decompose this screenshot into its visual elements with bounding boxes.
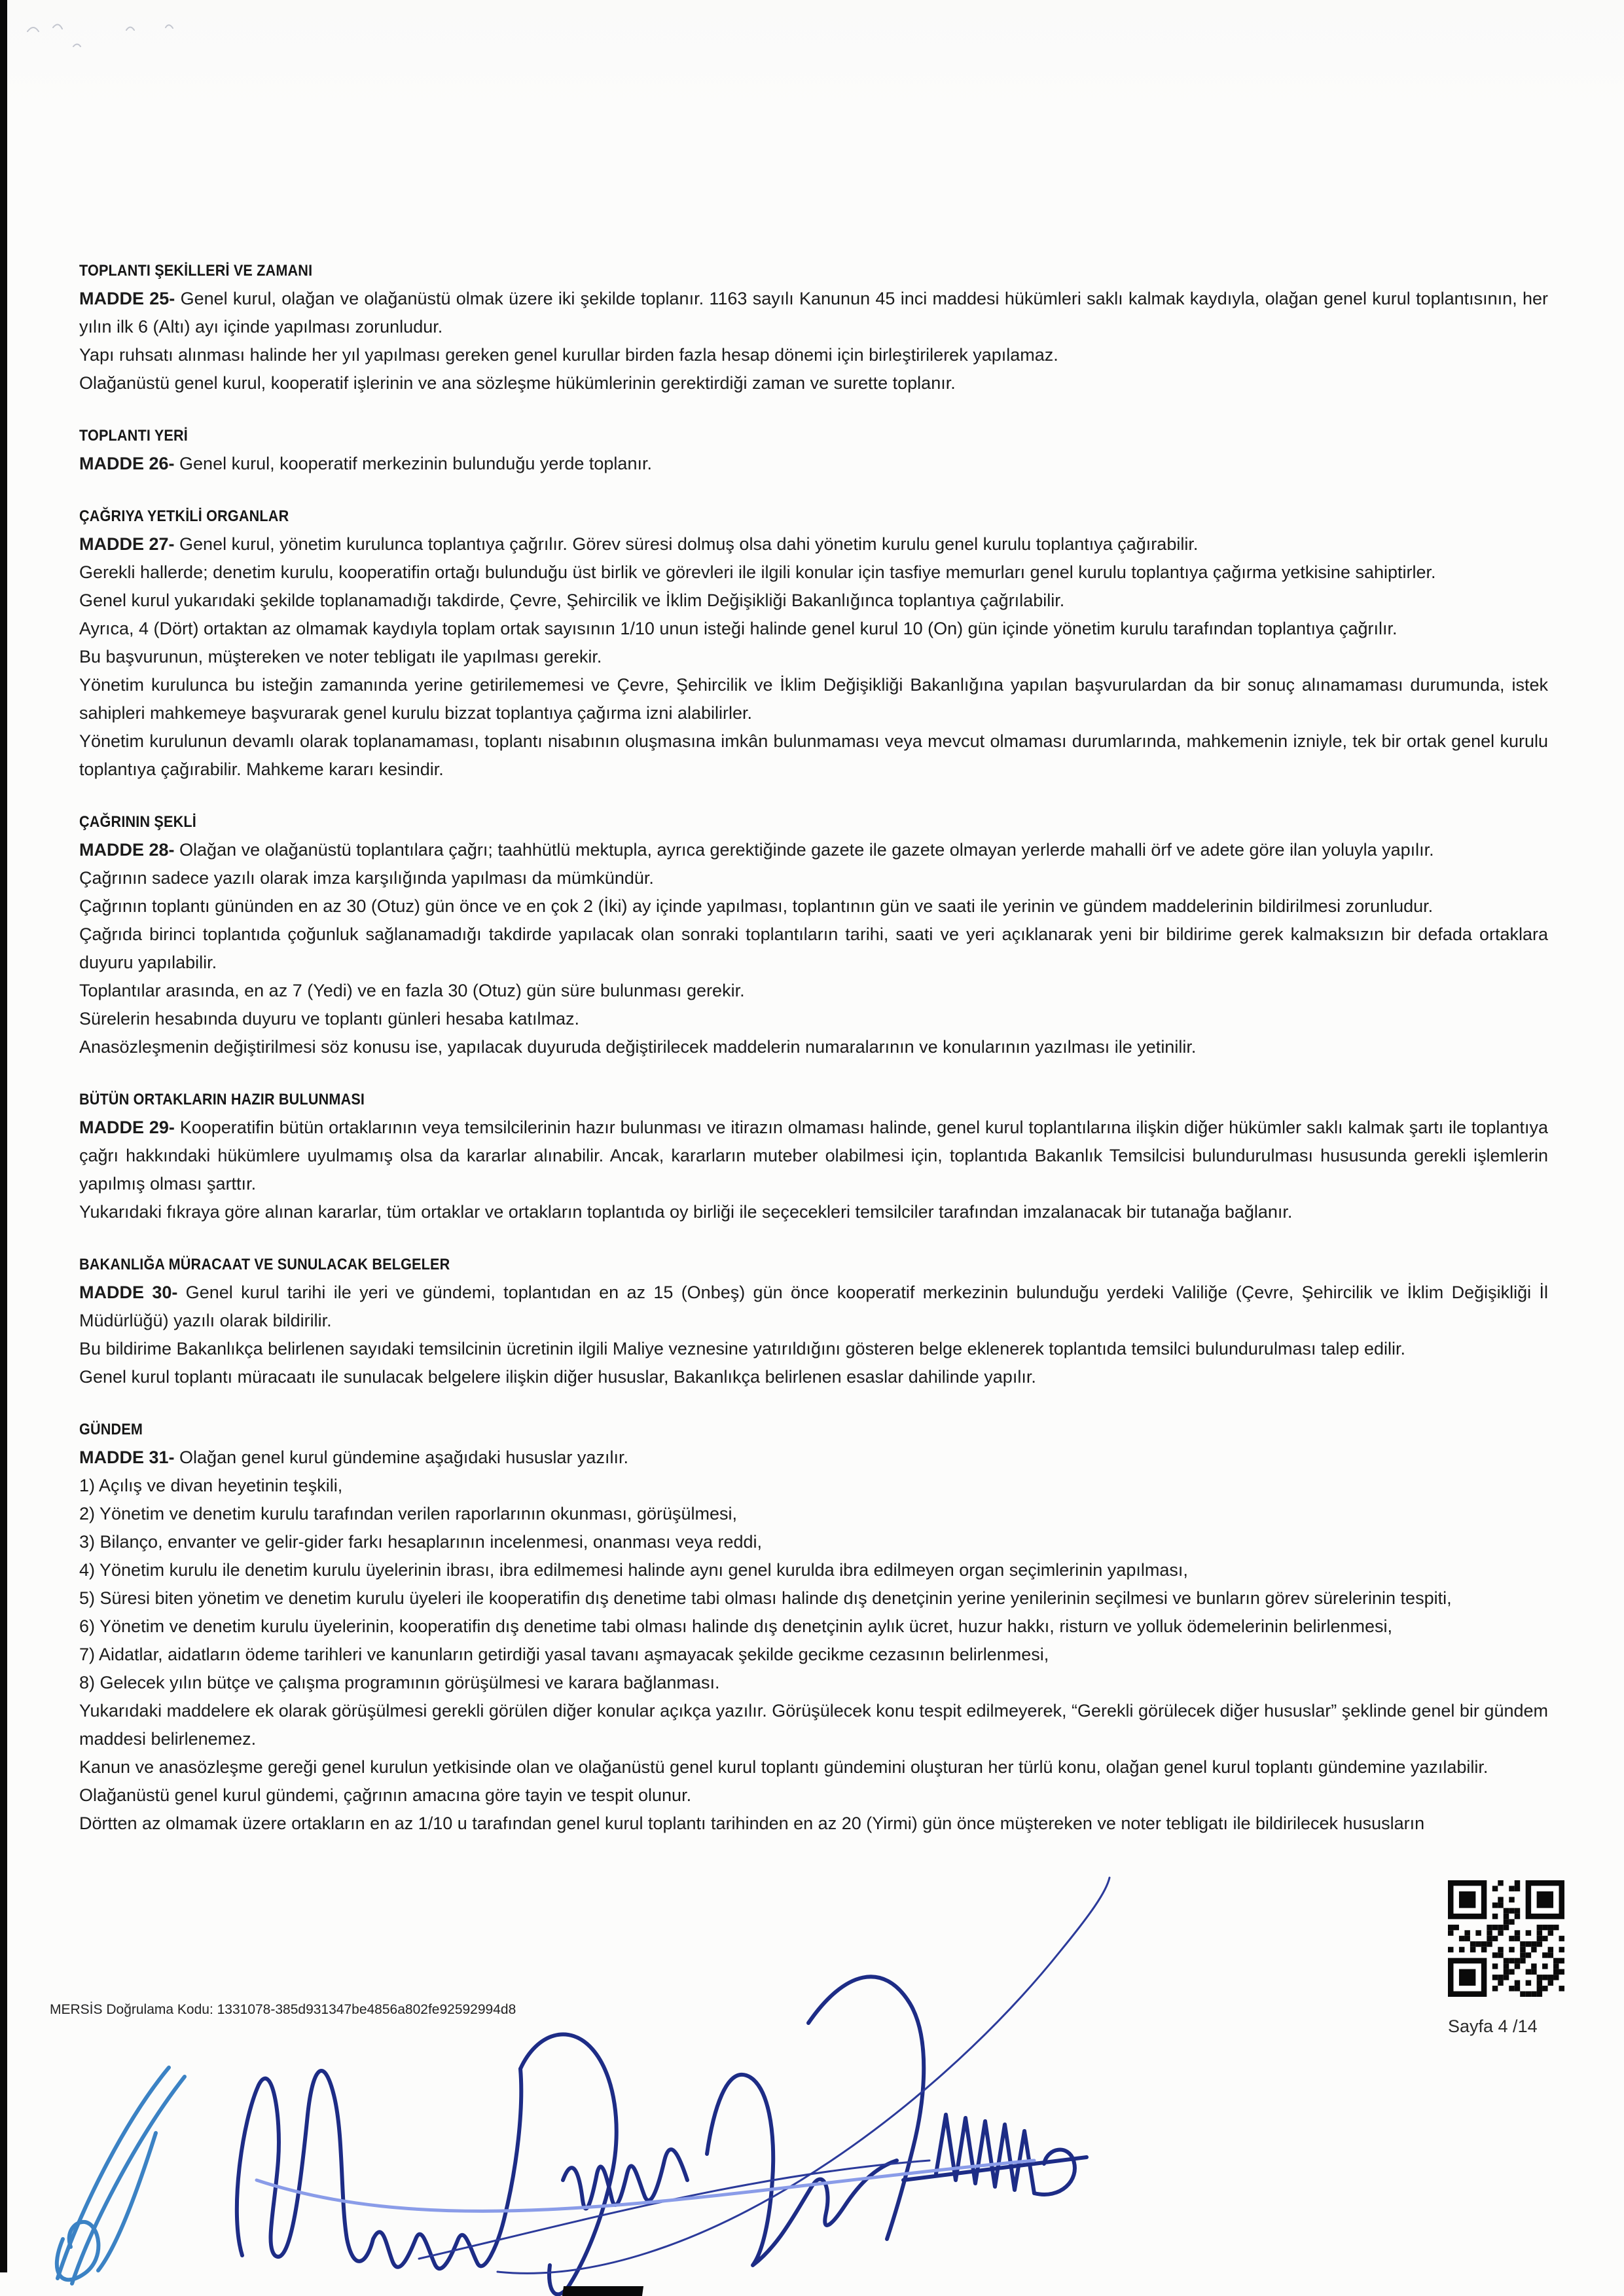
paragraph [79,1363,1548,1391]
paragraph-text: Çağrıda birinci toplantıda çoğunluk sağlanamadığı takdirde yapılacak olan sonraki toplantıların tarihi, saati ve yeri açıklanarak yeni bir bildirime gerek kalmaksızın bir defada ortaklara duyuru yapılabilir. [79,924,1548,972]
paragraph-text: Kanun ve anasözleşme gereği genel kurulun yetkisinde olan ve olağanüstü genel kurul toplantı gündemini oluşturan her türlü konu, olağan genel kurul toplantı gündemine yazılabilir. [79,1757,1489,1777]
paragraph [79,920,1548,977]
paragraph [79,450,1548,478]
section-heading: ÇAĞRIYA YETKİLİ ORGANLAR [79,507,289,525]
paragraph-text: Olağan genel kurul gündemine aşağıdaki hususlar yazılır. [174,1448,628,1467]
paragraph-text: Genel kurul, yönetim kurulunca toplantıya çağrılır. Görev süresi dolmuş olsa dahi yönetim kurulu genel kurulu toplantıya çağırabilir. [174,534,1199,554]
paragraph [79,671,1548,727]
section-cagriya-yetkili-organlar [79,502,1548,784]
scan-edge-artifact [0,0,7,2272]
paragraph [79,1005,1548,1033]
paragraph [79,1753,1548,1781]
pencil-marks [27,24,173,46]
paragraph-text: Yapı ruhsatı alınması halinde her yıl yapılması gereken genel kurullar birden fazla hesap dönemi için birleştirilerek yapılamaz. [79,345,1058,365]
paragraph [79,1198,1548,1226]
paragraph-text: Yukarıdaki fıkraya göre alınan kararlar, tüm ortaklar ve ortakların toplantıda oy birliği ile seçecekleri temsilciler tarafından imzalanacak bir tutanağa bağlanır. [79,1202,1293,1222]
paragraph-text: Sürelerin hesabında duyuru ve toplantı günleri hesaba katılmaz. [79,1009,579,1029]
paragraph [79,1335,1548,1363]
section-heading: TOPLANTI YERİ [79,427,188,445]
paragraph-text: Kooperatifin bütün ortaklarının veya temsilcilerinin hazır bulunması ve itirazın olmaması halinde, genel kurul toplantılarına ilişkin diğer hükümler saklı kalmak şartı ile toplantıya çağrı hakkındaki hükümlere uyulmamış olsa da kararlar alınabilir. Ancak, kararların muteber olabilmesi için, toplantıda Bakanlık Temsilcisi bulundurulması hususunda gerekli işlemlerin yapılmış olması şarttır. [79,1118,1548,1194]
paragraph [79,977,1548,1005]
signature-main-navy [237,1977,1087,2294]
paragraph-text: Çağrının toplantı gününden en az 30 (Otuz) gün önce ve en çok 2 (İki) ay içinde yapılması, toplantının gün ve saati ile yerinin ve gündem maddelerinin bildirilmesi zorunludur. [79,896,1434,916]
paragraph-text: Genel kurul tarihi ile yeri ve gündemi, toplantıdan en az 15 (Onbeş) gün önce kooperatif merkezinin bulunduğu yerdeki Valiliğe (Çevre, Şehircilik ve İklim Değişikliği İl Müdürlüğü) yazılı olarak bildirilir. [79,1283,1548,1330]
paragraph [79,864,1548,892]
paragraph-text: Yönetim kurulunca bu isteğin zamanında yerine getirilememesi ve Çevre, Şehircilik ve İklim Değişikliği Bakanlığına yapılan başvurulardan da bir sonuç alınamaması durumunda, istek sahipleri mahkemeye başvurarak genel kurulu bizzat toplantıya çağırma izni alabilirler. [79,675,1548,723]
paragraph-text: 4) Yönetim kurulu ile denetim kurulu üyelerinin ibrası, ibra edilmemesi halinde aynı genel kurulda ibra edilmeyen organ seçimlerinin yapılması, [79,1560,1188,1580]
section-toplanti-yeri [79,422,1548,478]
paragraph [79,369,1548,397]
section-gundem [79,1415,1548,1838]
paragraph-text: 3) Bilanço, envanter ve gelir-gider farkı hesaplarının incelenmesi, onanması veya reddi, [79,1532,763,1552]
section-toplanti-sekilleri-ve-zamani [79,257,1548,397]
section-heading: TOPLANTI ŞEKİLLERİ VE ZAMANI [79,262,313,280]
paragraph [79,1584,1548,1613]
paragraph-text: 2) Yönetim ve denetim kurulu tarafından verilen raporlarının okunması, görüşülmesi, [79,1504,738,1523]
signature-underline-pale [257,2160,1034,2211]
paragraph [79,1810,1548,1838]
paragraph-text: Olağanüstü genel kurul, kooperatif işlerinin ve ana sözleşme hükümlerinin gerektirdiği zaman ve surette toplanır. [79,373,956,393]
paragraph-text: Genel kurul, kooperatif merkezinin bulunduğu yerde toplanır. [174,454,652,473]
madde-number-label: MADDE 29- [79,1118,175,1137]
paragraph [79,892,1548,920]
mersis-verification-code: MERSİS Doğrulama Kodu: 1331078-385d931347be4856a802fe92592994d8 [50,2002,516,2017]
paragraph-text: Genel kurul toplantı müracaatı ile sunulacak belgelere ilişkin diğer hususlar, Bakanlıkça belirlenen esaslar dahilinde yapılır. [79,1367,1036,1387]
madde-number-label: MADDE 31- [79,1448,175,1467]
paragraph-text: Yukarıdaki maddelere ek olarak görüşülmesi gerekli görülen diğer konular açıkça yazılır. Görüşülecek konu tespit edilmeyerek, “Gerekli görülecek diğer hususlar” şeklinde genel bir gündem maddesi belirlenemez. [79,1701,1548,1749]
section-heading: GÜNDEM [79,1421,143,1438]
paragraph-text: Dörtten az olmamak üzere ortakların en az 1/10 u tarafından genel kurul toplantı tarihinden en az 20 (Yirmi) gün önce müştereken ve noter tebligatı ile bildirilecek hususların [79,1813,1425,1833]
section-heading: BÜTÜN ORTAKLARIN HAZIR BULUNMASI [79,1091,365,1108]
page-number: Sayfa 4 /14 [1448,2016,1538,2036]
paragraph [79,1669,1548,1697]
section-heading: ÇAĞRININ ŞEKLİ [79,813,196,831]
paragraph [79,1613,1548,1641]
paragraph [79,836,1548,864]
section-butun-ortaklarin-hazir-bulunmasi [79,1085,1548,1226]
scan-mark-artifact [562,2286,643,2296]
document-body [79,257,1548,1838]
section-heading: BAKANLIĞA MÜRACAAT VE SUNULACAK BELGELER [79,1256,450,1273]
paragraph [79,1472,1548,1500]
paragraph [79,1444,1548,1472]
paragraph-text: Gerekli hallerde; denetim kurulu, kooperatifin ortağı bulunduğu üst birlik ve görevleri ile ilgili konular için tasfiye memurları genel kurulu toplantıya çağırma yetkisine sahiptirler. [79,562,1436,582]
paragraph [79,285,1548,341]
madde-number-label: MADDE 28- [79,840,175,860]
paragraph [79,1641,1548,1669]
paragraph [79,1528,1548,1556]
paragraph [79,530,1548,558]
signature-left-light-blue [57,2068,185,2284]
paragraph [79,1114,1548,1198]
paragraph [79,341,1548,369]
signature-flourish-lines [419,1878,1110,2273]
paragraph-text: 6) Yönetim ve denetim kurulu üyelerinin, kooperatifin dış denetime tabi olması halinde dış denetçinin aylık ücret, huzur hakkı, risturn ve yolluk ödemelerinin belirlenmesi, [79,1616,1393,1636]
paragraph-text: 1) Açılış ve divan heyetinin teşkili, [79,1476,343,1495]
paragraph-text: 7) Aidatlar, aidatların ödeme tarihleri ve kanunların getirdiği yasal tavanı aşmayacak şekilde gecikme cezasının belirlenmesi, [79,1645,1049,1664]
paragraph-text: Ayrıca, 4 (Dört) ortaktan az olmamak kaydıyla toplam ortak sayısının 1/10 unun isteği halinde genel kurul 10 (On) gün içinde yönetim kurulu tarafından toplantıya çağrılır. [79,619,1398,638]
paragraph-text: Çağrının sadece yazılı olarak imza karşılığında yapılması da mümkündür. [79,868,654,888]
madde-number-label: MADDE 27- [79,534,175,554]
paragraph [79,1500,1548,1528]
paragraph [79,643,1548,671]
paragraph [79,1781,1548,1810]
madde-number-label: MADDE 25- [79,289,175,308]
paragraph-text: Genel kurul yukarıdaki şekilde toplanamadığı takdirde, Çevre, Şehircilik ve İklim Değişikliği Bakanlığınca toplantıya çağrılabilir. [79,591,1065,610]
paragraph [79,727,1548,784]
paragraph-text: Bu başvurunun, müştereken ve noter tebligatı ile yapılması gerekir. [79,647,602,666]
paragraph-text: 8) Gelecek yılın bütçe ve çalışma programının görüşülmesi ve karara bağlanması. [79,1673,720,1692]
paragraph-text: 5) Süresi biten yönetim ve denetim kurulu üyeleri ile kooperatifin dış denetime tabi olması halinde dış denetçinin yerine yenilerinin seçilmesi ve bunların görev sürelerinin tespiti, [79,1588,1452,1608]
madde-number-label: MADDE 26- [79,454,175,473]
section-bakanliga-muracaat-ve-sunulacak-belgeler [79,1250,1548,1391]
paragraph-text: Anasözleşmenin değiştirilmesi söz konusu ise, yapılacak duyuruda değiştirilecek maddelerin numaralarının ve konularının yazılması ile yetinilir. [79,1037,1197,1057]
paragraph-text: Bu bildirime Bakanlıkça belirlenen sayıdaki temsilcinin ücretinin ilgili Maliye veznesine yatırıldığını gösteren belge eklenerek toplantıda temsilci bulundurulması talep edilir. [79,1339,1406,1358]
paragraph [79,615,1548,643]
paragraph [79,558,1548,587]
paragraph [79,587,1548,615]
paragraph [79,1279,1548,1335]
paragraph [79,1556,1548,1584]
paragraph-text: Toplantılar arasında, en az 7 (Yedi) ve en fazla 30 (Otuz) gün süre bulunması gerekir. [79,981,745,1000]
qr-code [1448,1880,1564,1997]
paragraph-text: Olağanüstü genel kurul gündemi, çağrının amacına göre tayin ve tespit olunur. [79,1785,692,1805]
paragraph [79,1033,1548,1061]
paragraph-text: Yönetim kurulunun devamlı olarak toplanamaması, toplantı nisabının oluşmasına imkân bulunmaması veya mevcut olmaması durumlarında, mahkemenin izniyle, tek bir ortak genel kurulu toplantıya çağırabilir. Mahkeme kararı kesindir. [79,731,1548,779]
paragraph-text: Genel kurul, olağan ve olağanüstü olmak üzere iki şekilde toplanır. 1163 sayılı Kanunun 45 inci maddesi hükümleri saklı kalmak kaydıyla, olağan genel kurul toplantısının, her yılın ilk 6 (Altı) ayı içinde yapılması zorunludur. [79,289,1548,337]
madde-number-label: MADDE 30- [79,1283,178,1302]
section-cagrinin-sekli [79,808,1548,1061]
paragraph-text: Olağan ve olağanüstü toplantılara çağrı; taahhütlü mektupla, ayrıca gerektiğinde gazete ile gazete olmayan yerlerde mahalli örf ve adete göre ilan yoluyla yapılır. [174,840,1434,860]
paragraph [79,1697,1548,1753]
